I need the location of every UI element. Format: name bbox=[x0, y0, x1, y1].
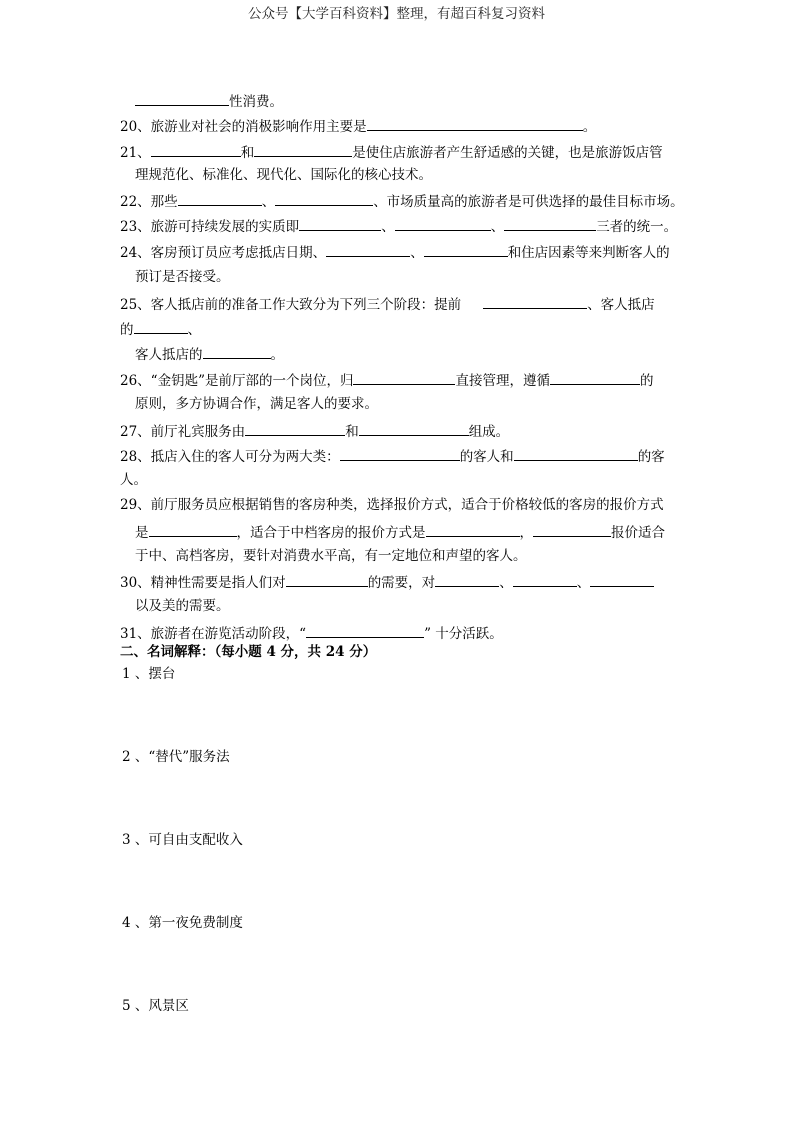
blank bbox=[353, 370, 455, 385]
blank bbox=[504, 216, 596, 231]
text: 和住店因素等来判断客人的 bbox=[507, 245, 670, 261]
text: ” 十分活跃。 bbox=[424, 626, 503, 642]
blank bbox=[483, 294, 587, 309]
text: 20、旅游业对社会的消极影响作用主要是 bbox=[120, 119, 367, 135]
question-22 bbox=[120, 191, 684, 211]
text: 三者的统一。 bbox=[596, 219, 678, 235]
text: 、 bbox=[576, 575, 591, 591]
text: 30、精神性需要是指人们对 bbox=[120, 575, 286, 591]
term-3: 3 、可自由支配收入 bbox=[122, 832, 243, 848]
text: 客人抵店的 bbox=[135, 347, 203, 363]
blank bbox=[435, 572, 499, 587]
question-23 bbox=[120, 216, 677, 236]
text: 22、那些 bbox=[120, 194, 178, 210]
blank bbox=[135, 91, 229, 106]
question-30 bbox=[120, 572, 654, 592]
question-25-cont2 bbox=[135, 344, 284, 364]
blank bbox=[533, 522, 611, 537]
text: 、 bbox=[261, 194, 276, 210]
blank bbox=[203, 344, 271, 359]
blank bbox=[306, 623, 424, 638]
blank bbox=[550, 370, 640, 385]
blank bbox=[514, 446, 638, 461]
text: 28、抵店入住的客人可分为两大类： bbox=[120, 449, 340, 465]
text: 、市场质量高的旅游者是可供选择的最佳目标市场。 bbox=[373, 194, 684, 210]
term-1: 1 、摆台 bbox=[122, 666, 176, 682]
page-header: 公众号【大学百科资料】整理，有超百科复习资料 bbox=[248, 6, 545, 22]
term-2: 2 、“替代”服务法 bbox=[122, 749, 230, 765]
q19-tail bbox=[135, 91, 283, 111]
text: 27、前厅礼宾服务由 bbox=[120, 424, 246, 440]
blank bbox=[254, 142, 352, 157]
text: 直接管理，遵循 bbox=[455, 373, 550, 389]
text: 报价适合 bbox=[611, 525, 665, 541]
term-5: 5 、风景区 bbox=[122, 998, 189, 1014]
text: 26、“金钥匙”是前厅部的一个岗位，归 bbox=[120, 373, 354, 389]
question-31 bbox=[120, 623, 503, 643]
question-28 bbox=[120, 446, 665, 466]
text: 、 bbox=[499, 575, 513, 591]
text: ， bbox=[519, 525, 533, 541]
text: 。 bbox=[582, 119, 597, 135]
blank bbox=[424, 242, 508, 257]
blank bbox=[513, 572, 577, 587]
text: 的客人和 bbox=[459, 449, 514, 465]
blank bbox=[395, 216, 491, 231]
text: 、客人抵店 bbox=[587, 297, 655, 313]
question-27 bbox=[120, 421, 509, 441]
text: 、 bbox=[410, 245, 424, 261]
blank bbox=[326, 242, 410, 257]
text: 、 bbox=[381, 219, 395, 235]
question-26-cont: 原则，多方协调合作，满足客人的要求。 bbox=[135, 396, 378, 412]
text: 。 bbox=[270, 347, 284, 363]
blank bbox=[590, 572, 654, 587]
text: 21、 bbox=[120, 145, 151, 161]
blank bbox=[340, 446, 460, 461]
blank bbox=[367, 116, 583, 131]
text: 是 bbox=[135, 525, 149, 541]
text: 的 bbox=[120, 322, 134, 338]
blank bbox=[426, 522, 520, 537]
question-21-cont: 理规范化、标准化、现代化、国际化的核心技术。 bbox=[135, 167, 432, 183]
blank bbox=[245, 421, 345, 436]
blank bbox=[275, 191, 373, 206]
blank bbox=[359, 421, 469, 436]
text: 、 bbox=[187, 322, 201, 338]
question-29-cont bbox=[135, 522, 665, 542]
question-20 bbox=[120, 116, 596, 136]
blank bbox=[149, 522, 237, 537]
section-heading: 二、名词解释：（每小题 4 分，共 24 分） bbox=[120, 644, 377, 660]
text: 的 bbox=[639, 373, 654, 389]
question-24 bbox=[120, 242, 670, 262]
text: 和 bbox=[345, 424, 359, 440]
text: 和 bbox=[240, 145, 255, 161]
question-25-cont bbox=[120, 319, 201, 339]
blank bbox=[178, 191, 262, 206]
text: 25、客人抵店前的准备工作大致分为下列三个阶段：提前 bbox=[120, 297, 462, 313]
blank bbox=[299, 216, 381, 231]
text: 组成。 bbox=[468, 424, 510, 440]
question-26 bbox=[120, 370, 653, 390]
question-28-cont: 人。 bbox=[120, 472, 147, 488]
question-24-cont: 预订是否接受。 bbox=[135, 269, 230, 285]
text: 、 bbox=[490, 219, 505, 235]
text: 的客 bbox=[637, 449, 665, 465]
question-29: 29、前厅服务员应根据销售的客房种类，选择报价方式，适合于价格较低的客房的报价方式 bbox=[120, 497, 664, 513]
question-29-cont2: 于中、高档客房，要针对消费水平高，有一定地位和声望的客人。 bbox=[135, 548, 527, 564]
blank bbox=[151, 142, 241, 157]
text: ，适合于中档客房的报价方式是 bbox=[236, 525, 426, 541]
question-30-cont: 以及美的需要。 bbox=[135, 598, 230, 614]
blank bbox=[134, 319, 188, 334]
text: 性消费。 bbox=[229, 94, 283, 110]
text: 24、客房预订员应考虑抵店日期、 bbox=[120, 245, 327, 261]
term-4: 4 、第一夜免费制度 bbox=[122, 915, 243, 931]
text: 31、旅游者在游览活动阶段，“ bbox=[120, 626, 307, 642]
blank bbox=[286, 572, 368, 587]
text: 23、旅游可持续发展的实质即 bbox=[120, 219, 300, 235]
text: 是使住店旅游者产生舒适感的关键，也是旅游饭店管 bbox=[352, 145, 663, 161]
text: 的需要，对 bbox=[367, 575, 436, 591]
question-25 bbox=[120, 294, 655, 314]
question-21 bbox=[120, 142, 663, 162]
